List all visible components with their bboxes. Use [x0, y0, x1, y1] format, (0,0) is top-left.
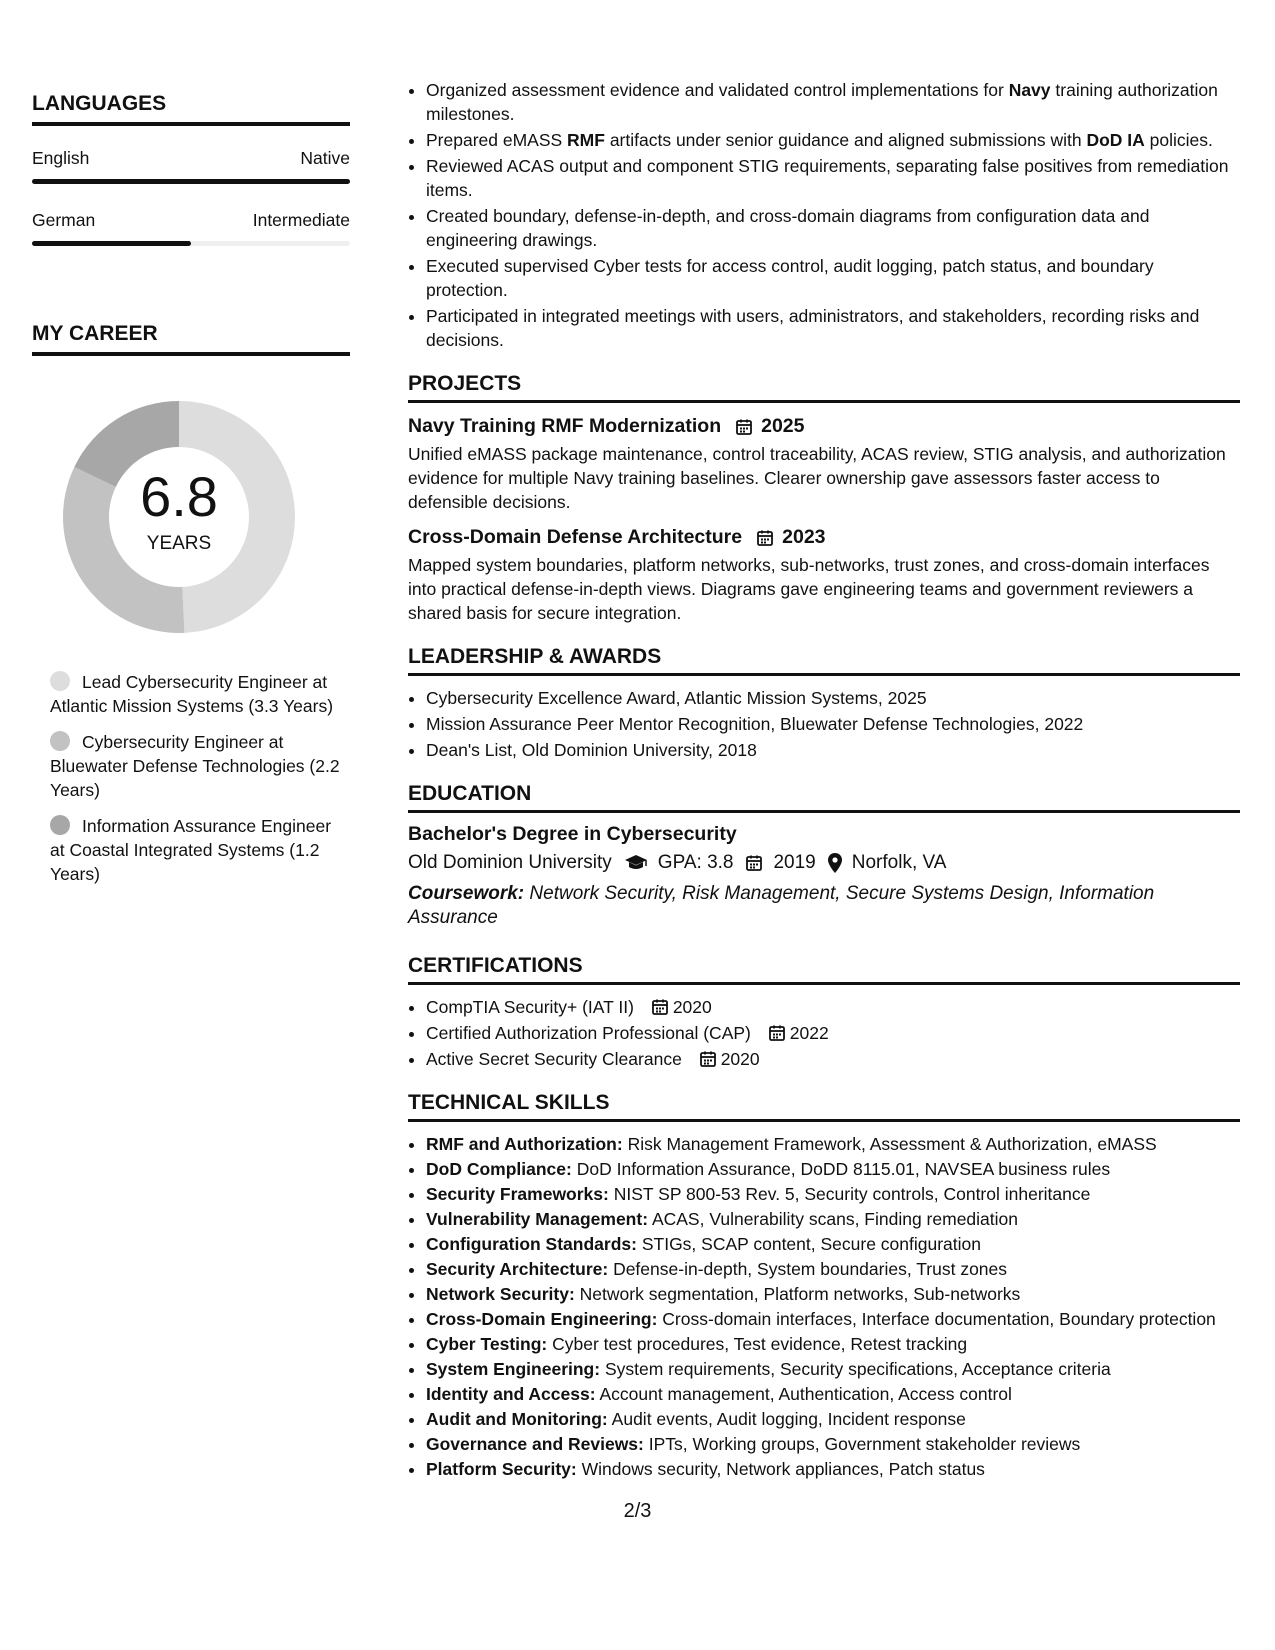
- project-title-row: [408, 526, 1240, 549]
- skill-item: [426, 1382, 1240, 1406]
- skill-label: Security Architecture:: [426, 1259, 609, 1279]
- project-description: Mapped system boundaries, platform networks, sub-networks, trust zones, and cross-domain interfaces into practical defense-in-depth views. Diagrams gave engineering teams and government reviewers a shared basis for secure integration.: [408, 555, 1210, 623]
- experience-bullet: • Created boundary, defense-in-depth, and cross-domain diagrams from configuration data and engineering drawings.: [426, 204, 1240, 252]
- career-total-years: 6.8: [140, 465, 218, 528]
- skill-label: Cross-Domain Engineering:: [426, 1309, 658, 1329]
- skill-label: Audit and Monitoring:: [426, 1409, 608, 1429]
- calendar-icon: [745, 854, 763, 872]
- skill-label: Security Frameworks:: [426, 1184, 609, 1204]
- graduation-cap-icon: [624, 854, 648, 872]
- skill-value: IPTs, Working groups, Government stakeholder reviews: [648, 1434, 1081, 1454]
- skill-label: System Engineering:: [426, 1359, 601, 1379]
- skill-value: STIGs, SCAP content, Secure configuration: [641, 1234, 982, 1254]
- awards-list: [408, 686, 1240, 762]
- education-degree: Bachelor's Degree in Cybersecurity: [408, 823, 737, 845]
- language-bar: [32, 179, 350, 184]
- experience-bullet: • Participated in integrated meetings with users, administrators, and stakeholders, recording risks and decisions.: [426, 304, 1240, 352]
- skills-list: [408, 1132, 1240, 1481]
- skill-value: Audit events, Audit logging, Incident response: [611, 1409, 966, 1429]
- education-coursework: [408, 882, 1240, 930]
- legend-item: [50, 730, 350, 802]
- certification-item: [426, 1047, 1240, 1071]
- skill-item: [426, 1307, 1240, 1331]
- skill-value: Windows security, Network appliances, Patch status: [581, 1459, 985, 1479]
- main-column: [408, 78, 1240, 1482]
- skill-label: Vulnerability Management:: [426, 1209, 649, 1229]
- language-level: Native: [300, 148, 350, 168]
- project-title: Cross-Domain Defense Architecture: [408, 526, 743, 548]
- career-total-unit: YEARS: [146, 533, 212, 554]
- certification-item: [426, 995, 1240, 1019]
- certification-name: CompTIA Security+ (IAT II): [426, 997, 634, 1017]
- project-year: 2023: [782, 526, 826, 548]
- project-title-row: [408, 415, 1240, 438]
- skill-label: Platform Security:: [426, 1459, 577, 1479]
- calendar-icon: [651, 998, 669, 1016]
- skill-item: [426, 1157, 1240, 1181]
- certification-name: Active Secret Security Clearance: [426, 1049, 682, 1069]
- education-section: [408, 782, 1240, 930]
- skill-value: Cross-domain interfaces, Interface documentation, Boundary protection: [662, 1309, 1216, 1329]
- certifications-section: [408, 954, 1240, 1071]
- calendar-icon: [699, 1050, 717, 1068]
- award-item: • Cybersecurity Excellence Award, Atlantic Mission Systems, 2025: [426, 686, 1240, 710]
- language-bar: [32, 241, 350, 246]
- languages-heading: LANGUAGES: [32, 92, 350, 126]
- skill-label: RMF and Authorization:: [426, 1134, 623, 1154]
- legend-dot: [50, 731, 70, 751]
- skill-item: [426, 1207, 1240, 1231]
- skill-value: Defense-in-depth, System boundaries, Trust zones: [613, 1259, 1008, 1279]
- project-title: Navy Training RMF Modernization: [408, 415, 722, 437]
- career-legend: [50, 670, 350, 886]
- experience-bullet: • Executed supervised Cyber tests for access control, audit logging, patch status, and boundary protection.: [426, 254, 1240, 302]
- skill-item: [426, 1357, 1240, 1381]
- skill-item: [426, 1332, 1240, 1356]
- projects-section: [408, 372, 1240, 625]
- award-item: • Dean's List, Old Dominion University, 2018: [426, 738, 1240, 762]
- awards-heading: LEADERSHIP & AWARDS: [408, 645, 1240, 676]
- legend-label: Information Assurance Engineer at Coastal Integrated Systems (1.2 Years): [50, 816, 332, 884]
- skill-value: System requirements, Security specifications, Acceptance criteria: [604, 1359, 1111, 1379]
- experience-bullet: • Reviewed ACAS output and component STIG requirements, separating false positives from remediation items.: [426, 154, 1240, 202]
- certification-item: [426, 1021, 1240, 1045]
- language-name: German: [32, 210, 96, 230]
- skill-item: [426, 1232, 1240, 1256]
- legend-dot: [50, 815, 70, 835]
- skills-heading: TECHNICAL SKILLS: [408, 1091, 1240, 1122]
- language-name: English: [32, 148, 90, 168]
- calendar-icon: [756, 529, 774, 547]
- skill-value: Account management, Authentication, Access control: [599, 1384, 1012, 1404]
- skill-item: [426, 1182, 1240, 1206]
- certification-year: 2020: [720, 1049, 760, 1069]
- language-row: [32, 148, 350, 169]
- skill-item: [426, 1457, 1240, 1481]
- sidebar: [32, 92, 350, 898]
- skill-item: [426, 1432, 1240, 1456]
- skill-item: [426, 1282, 1240, 1306]
- skill-label: Governance and Reviews:: [426, 1434, 644, 1454]
- experience-bullets: [408, 78, 1240, 352]
- career-heading: MY CAREER: [32, 322, 350, 356]
- legend-item: [50, 670, 350, 718]
- legend-label: Cybersecurity Engineer at Bluewater Defense Technologies (2.2 Years): [50, 732, 340, 800]
- skill-label: Network Security:: [426, 1284, 575, 1304]
- career-donut-chart: [54, 392, 304, 642]
- skill-item: [426, 1407, 1240, 1431]
- language-bar-fill: [32, 241, 191, 246]
- project-year: 2025: [761, 415, 805, 437]
- skill-item: [426, 1257, 1240, 1281]
- project-description: Unified eMASS package maintenance, control traceability, ACAS review, STIG analysis, and authorization evidence for multiple Navy training baselines. Clearer ownership gave assessors faster access to defensible decisions.: [408, 444, 1226, 512]
- calendar-icon: [768, 1024, 786, 1042]
- certification-year: 2020: [672, 997, 712, 1017]
- certification-year: 2022: [789, 1023, 829, 1043]
- award-item: • Mission Assurance Peer Mentor Recognition, Bluewater Defense Technologies, 2022: [426, 712, 1240, 736]
- language-bar-fill: [32, 179, 350, 184]
- education-location: Norfolk, VA: [851, 852, 947, 873]
- education-gpa: GPA: 3.8: [657, 852, 734, 873]
- projects-heading: PROJECTS: [408, 372, 1240, 403]
- coursework-list: Network Security, Risk Management, Secure Systems Design, Information Assurance: [408, 883, 1155, 928]
- page-number: 2/3: [623, 1500, 652, 1522]
- education-details: [408, 852, 1240, 874]
- skill-item: [426, 1132, 1240, 1156]
- skill-value: Cyber test procedures, Test evidence, Retest tracking: [552, 1334, 968, 1354]
- skill-label: Identity and Access:: [426, 1384, 596, 1404]
- legend-dot: [50, 671, 70, 691]
- certifications-list: [408, 995, 1240, 1071]
- skill-label: DoD Compliance:: [426, 1159, 572, 1179]
- skills-section: [408, 1091, 1240, 1481]
- certifications-heading: CERTIFICATIONS: [408, 954, 1240, 985]
- legend-label: Lead Cybersecurity Engineer at Atlantic Mission Systems (3.3 Years): [50, 672, 334, 716]
- skill-label: Cyber Testing:: [426, 1334, 548, 1354]
- coursework-label: Coursework:: [408, 883, 525, 904]
- skill-value: DoD Information Assurance, DoDD 8115.01, NAVSEA business rules: [576, 1159, 1111, 1179]
- skill-value: NIST SP 800-53 Rev. 5, Security controls, Control inheritance: [613, 1184, 1091, 1204]
- experience-bullet: • Organized assessment evidence and validated control implementations for Navy training authorization milestones.: [426, 78, 1240, 126]
- calendar-icon: [735, 418, 753, 436]
- legend-item: [50, 814, 350, 886]
- certification-name: Certified Authorization Professional (CAP): [426, 1023, 751, 1043]
- skill-label: Configuration Standards:: [426, 1234, 637, 1254]
- map-pin-icon: [828, 853, 842, 873]
- education-heading: EDUCATION: [408, 782, 1240, 813]
- skill-value: Network segmentation, Platform networks, Sub-networks: [579, 1284, 1021, 1304]
- awards-section: [408, 645, 1240, 762]
- experience-bullet: • Prepared eMASS RMF artifacts under senior guidance and aligned submissions with DoD IA policies.: [426, 128, 1240, 152]
- language-level: Intermediate: [252, 210, 350, 230]
- donut-center: [54, 392, 304, 642]
- education-school: Old Dominion University: [408, 852, 612, 873]
- skill-value: ACAS, Vulnerability scans, Finding remediation: [651, 1209, 1018, 1229]
- education-year: 2019: [773, 852, 816, 873]
- skill-value: Risk Management Framework, Assessment & Authorization, eMASS: [627, 1134, 1157, 1154]
- language-row: [32, 210, 350, 231]
